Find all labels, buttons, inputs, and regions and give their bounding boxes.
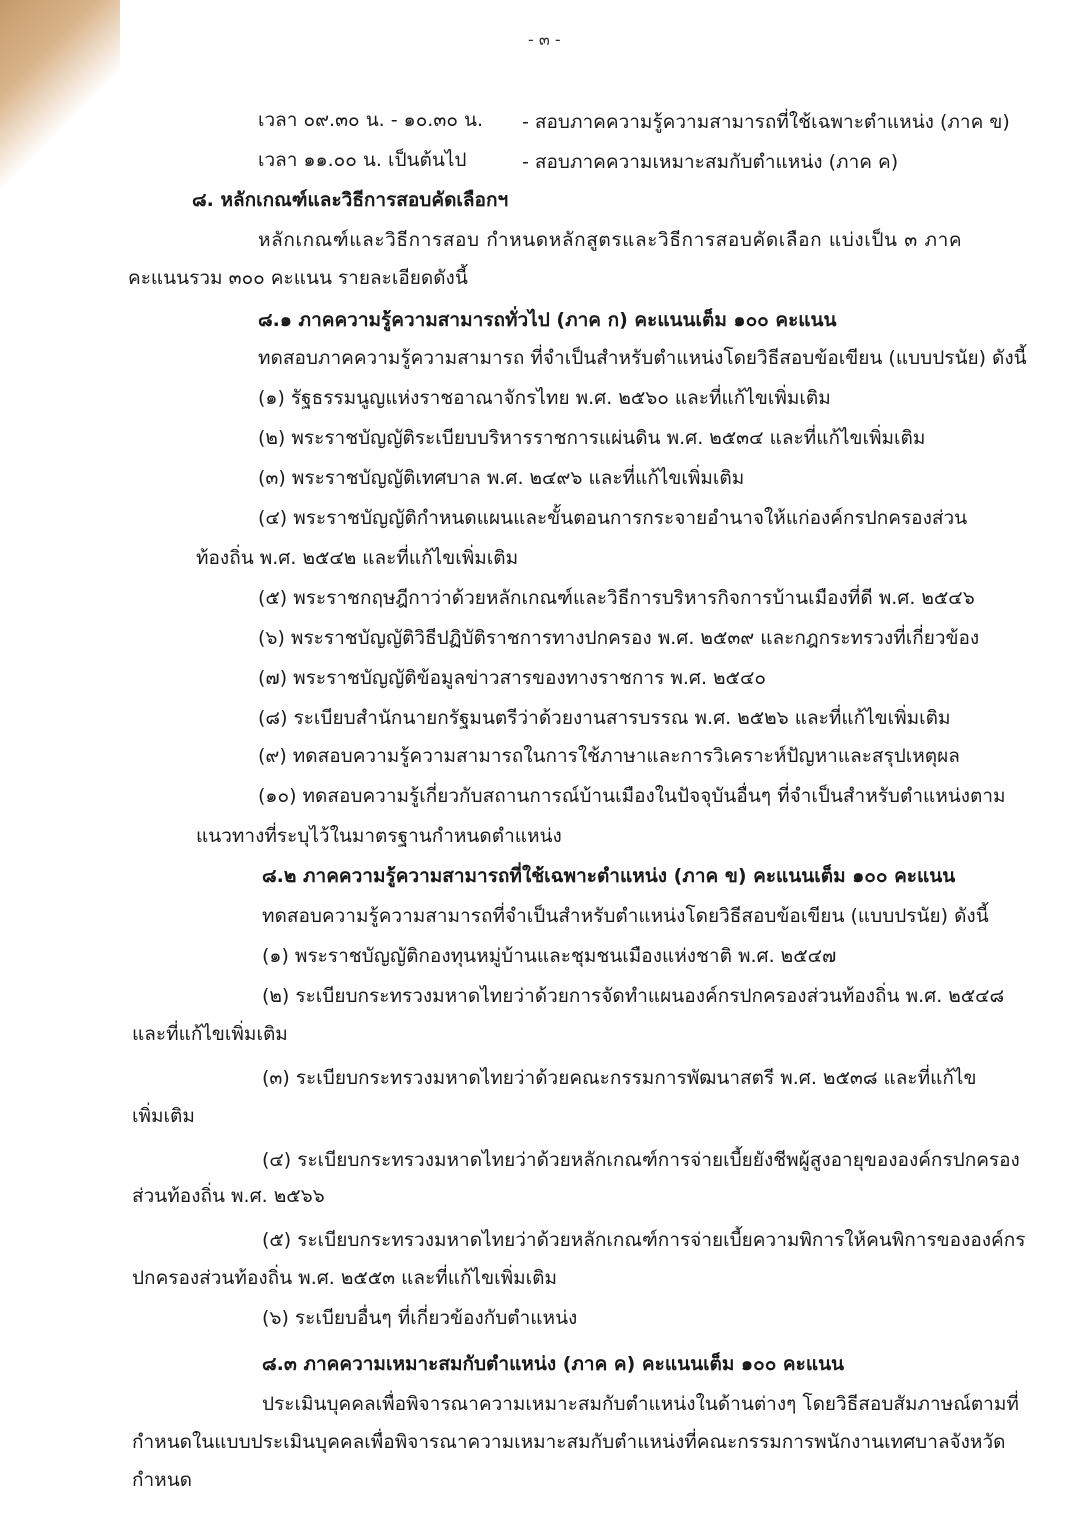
- section-8-2-item: (๓) ระเบียบกระทรวงมหาดไทยว่าด้วยคณะกรรมการพัฒนาสตรี พ.ศ. ๒๕๓๘ และที่แก้ไข: [262, 1067, 977, 1089]
- section-8-1-item: (๖) พระราชบัญญัติวิธีปฏิบัติราชการทางปกครอง พ.ศ. ๒๕๓๙ และกฎกระทรวงที่เกี่ยวข้อง: [258, 627, 980, 649]
- section-8-1-item: (๑๐) ทดสอบความรู้เกี่ยวกับสถานการณ์บ้านเมืองในปัจจุบันอื่นๆ ที่จำเป็นสำหรับตำแหน่งตาม: [258, 785, 1006, 807]
- schedule-desc-2: - สอบภาคความเหมาะสมกับตำแหน่ง (ภาค ค): [522, 151, 899, 173]
- section-8-1-item-continued: แนวทางที่ระบุไว้ในมาตรฐานกำหนดตำแหน่ง: [196, 825, 562, 847]
- section-8-intro-line-2: คะแนนรวม ๓๐๐ คะแนน รายละเอียดดังนี้: [128, 267, 468, 289]
- section-8-heading: ๘. หลักเกณฑ์และวิธีการสอบคัดเลือกฯ: [192, 189, 509, 211]
- section-8-1-item: (๑) รัฐธรรมนูญแห่งราชอาณาจักรไทย พ.ศ. ๒๕๖๐ และที่แก้ไขเพิ่มเติม: [258, 387, 831, 409]
- section-8-1-item: (๙) ทดสอบความรู้ความสามารถในการใช้ภาษาและการวิเคราะห์ปัญหาและสรุปเหตุผล: [258, 745, 960, 767]
- section-8-1-item: (๕) พระราชกฤษฎีกาว่าด้วยหลักเกณฑ์และวิธีการบริหารกิจการบ้านเมืองที่ดี พ.ศ. ๒๕๔๖: [258, 587, 975, 609]
- section-8-intro-line-1: หลักเกณฑ์และวิธีการสอบ กำหนดหลักสูตรและวิธีการสอบคัดเลือก แบ่งเป็น ๓ ภาค: [258, 229, 963, 251]
- section-8-3-heading: ๘.๓ ภาคความเหมาะสมกับตำแหน่ง (ภาค ค) คะแนนเต็ม ๑๐๐ คะแนน: [262, 1353, 845, 1375]
- section-8-2-item-continued: และที่แก้ไขเพิ่มเติม: [132, 1023, 288, 1045]
- section-8-1-item: (๔) พระราชบัญญัติกำหนดแผนและขั้นตอนการกระจายอำนาจให้แก่องค์กรปกครองส่วน: [258, 507, 968, 529]
- section-8-2-item: (๔) ระเบียบกระทรวงมหาดไทยว่าด้วยหลักเกณฑ์การจ่ายเบี้ยยังชีพผู้สูงอายุขององค์กรปกครอง: [262, 1149, 1020, 1171]
- section-8-1-heading: ๘.๑ ภาคความรู้ความสามารถทั่วไป (ภาค ก) คะแนนเต็ม ๑๐๐ คะแนน: [258, 309, 837, 331]
- section-8-2-item-continued: เพิ่มเติม: [132, 1105, 195, 1127]
- section-8-1-item: (๘) ระเบียบสำนักนายกรัฐมนตรีว่าด้วยงานสารบรรณ พ.ศ. ๒๕๒๖ และที่แก้ไขเพิ่มเติม: [258, 707, 951, 729]
- section-8-2-heading: ๘.๒ ภาคความรู้ความสามารถที่ใช้เฉพาะตำแหน่ง (ภาค ข) คะแนนเต็ม ๑๐๐ คะแนน: [262, 865, 956, 887]
- section-8-3-line: กำหนด: [132, 1469, 193, 1491]
- schedule-time-1: เวลา ๐๙.๓๐ น. - ๑๐.๓๐ น.: [258, 109, 484, 131]
- section-8-2-lead: ทดสอบความรู้ความสามารถที่จำเป็นสำหรับตำแหน่งโดยวิธีสอบข้อเขียน (แบบปรนัย) ดังนี้: [262, 905, 989, 927]
- section-8-2-item: (๒) ระเบียบกระทรวงมหาดไทยว่าด้วยการจัดทำแผนองค์กรปกครองส่วนท้องถิ่น พ.ศ. ๒๕๔๘: [262, 985, 1005, 1007]
- section-8-2-item: (๕) ระเบียบกระทรวงมหาดไทยว่าด้วยหลักเกณฑ์การจ่ายเบี้ยความพิการให้คนพิการขององค์กร: [262, 1229, 1026, 1251]
- section-8-2-item: (๑) พระราชบัญญัติกองทุนหมู่บ้านและชุมชนเมืองแห่งชาติ พ.ศ. ๒๕๔๗: [262, 945, 837, 967]
- section-8-3-line: ประเมินบุคคลเพื่อพิจารณาความเหมาะสมกับตำแหน่งในด้านต่างๆ โดยวิธีสอบสัมภาษณ์ตามที่: [262, 1393, 1019, 1415]
- section-8-2-item: (๖) ระเบียบอื่นๆ ที่เกี่ยวข้องกับตำแหน่ง: [262, 1307, 578, 1329]
- page-number: - ๓ -: [528, 30, 561, 49]
- section-8-1-item: (๓) พระราชบัญญัติเทศบาล พ.ศ. ๒๔๙๖ และที่แก้ไขเพิ่มเติม: [258, 467, 745, 489]
- section-8-1-lead: ทดสอบภาคความรู้ความสามารถ ที่จำเป็นสำหรับตำแหน่งโดยวิธีสอบข้อเขียน (แบบปรนัย) ดังนี้: [258, 347, 1027, 369]
- section-8-2-item-continued: ส่วนท้องถิ่น พ.ศ. ๒๕๖๖: [132, 1185, 325, 1207]
- section-8-2-item-continued: ปกครองส่วนท้องถิ่น พ.ศ. ๒๕๕๓ และที่แก้ไขเพิ่มเติม: [132, 1267, 557, 1289]
- schedule-time-2: เวลา ๑๑.๐๐ น. เป็นต้นไป: [258, 149, 467, 171]
- section-8-1-item: (๒) พระราชบัญญัติระเบียบบริหารราชการแผ่นดิน พ.ศ. ๒๕๓๔ และที่แก้ไขเพิ่มเติม: [258, 427, 926, 449]
- section-8-1-item: (๗) พระราชบัญญัติข้อมูลข่าวสารของทางราชการ พ.ศ. ๒๕๔๐: [258, 667, 766, 689]
- section-8-1-item-continued: ท้องถิ่น พ.ศ. ๒๕๔๒ และที่แก้ไขเพิ่มเติม: [196, 547, 519, 569]
- section-8-3-line: กำหนดในแบบประเมินบุคคลเพื่อพิจารณาความเหมาะสมกับตำแหน่งที่คณะกรรมการพนักงานเทศบาลจังหวัด: [132, 1431, 1006, 1453]
- schedule-desc-1: - สอบภาคความรู้ความสามารถที่ใช้เฉพาะตำแหน่ง (ภาค ข): [522, 111, 1010, 133]
